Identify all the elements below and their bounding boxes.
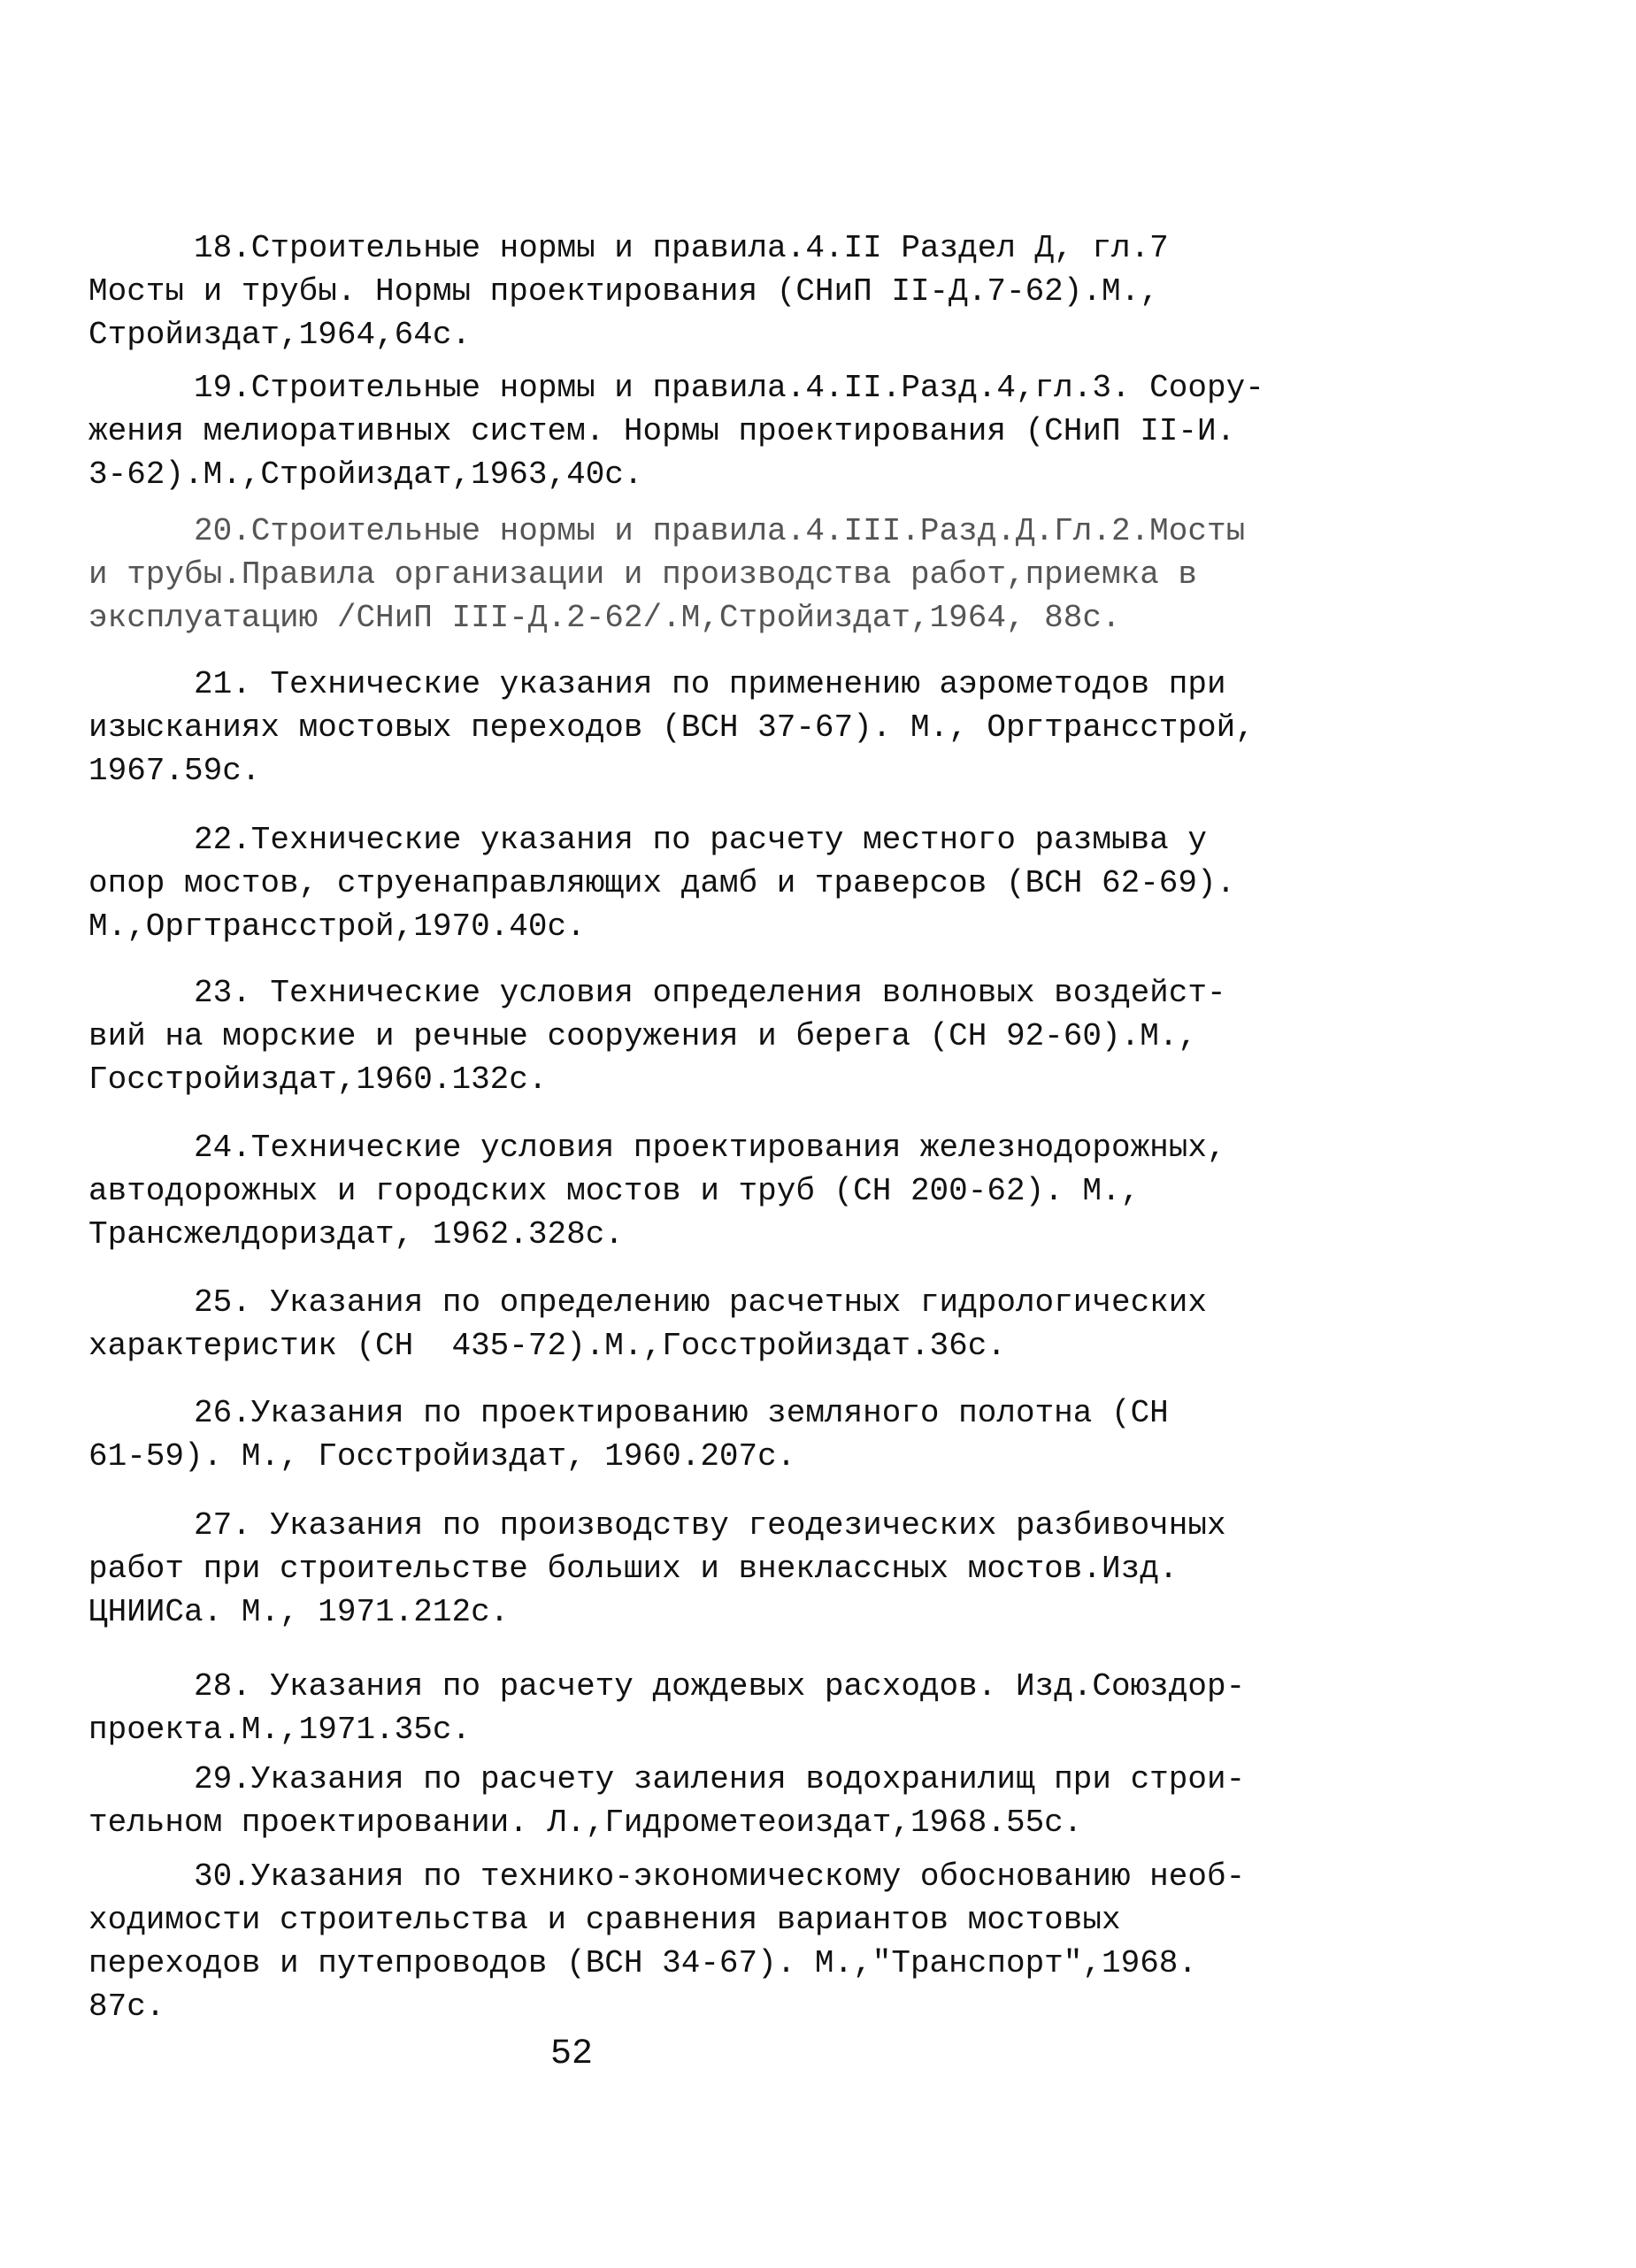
entry-line: опор мостов, струенаправляющих дамб и траверсов (ВСН 62-69). — [88, 865, 1236, 901]
entry-line: 22.Технические указания по расчету местного размыва у — [194, 822, 1207, 858]
entry-line: 27. Указания по производству геодезических разбивочных — [194, 1507, 1226, 1544]
entry-line: 19.Строительные нормы и правила.4.II.Разд.4,гл.3. Соору- — [194, 370, 1264, 406]
entry-line: проекта.М.,1971.35с. — [88, 1712, 472, 1748]
bibliography-entry — [88, 663, 1593, 793]
entry-line: Госстройиздат,1960.132с. — [88, 1061, 548, 1098]
entry-line: автодорожных и городских мостов и труб (СН 200-62). М., — [88, 1173, 1141, 1209]
page-number: 52 — [550, 2034, 594, 2074]
entry-line: ЦНИИСа. М., 1971.212с. — [88, 1594, 510, 1630]
entry-line: Мосты и трубы. Нормы проектирования (СНиП II-Д.7-62).М., — [88, 273, 1159, 310]
bibliography-entry — [88, 1758, 1593, 1844]
entry-line: вий на морские и речные сооружения и берега (СН 92-60).М., — [88, 1018, 1198, 1054]
entry-line: ходимости строительства и сравнения вариантов мостовых — [88, 1902, 1121, 1938]
entry-line: изысканиях мостовых переходов (ВСН 37-67). М., Оргтрансстрой, — [88, 709, 1255, 746]
entry-line: 24.Технические условия проектирования железнодорожных, — [194, 1130, 1226, 1166]
entry-line: 25. Указания по определению расчетных гидрологических — [194, 1284, 1207, 1321]
entry-line: эксплуатацию /СНиП III-Д.2-62/.М,Стройиздат,1964, 88с. — [88, 600, 1121, 636]
entry-line: М.,Оргтрансстрой,1970.40с. — [88, 908, 586, 945]
entry-line: 87с. — [88, 1988, 165, 2025]
bibliography-entry — [88, 1665, 1593, 1751]
entry-line: 61-59). М., Госстройиздат, 1960.207с. — [88, 1438, 796, 1475]
entry-line: работ при строительстве больших и внеклассных мостов.Изд. — [88, 1551, 1179, 1587]
entry-line: переходов и путепроводов (ВСН 34-67). М.,"Транспорт",1968. — [88, 1945, 1198, 1981]
bibliography-entry — [88, 1391, 1593, 1478]
bibliography-entry — [88, 1126, 1593, 1256]
entry-line: 1967.59с. — [88, 753, 261, 789]
bibliography-entry — [88, 1281, 1593, 1368]
entry-line: 26.Указания по проектированию земляного полотна (СН — [194, 1395, 1169, 1431]
entry-line: 29.Указания по расчету заиления водохранилищ при строи- — [194, 1761, 1246, 1797]
entry-line: Стройиздат,1964,64с. — [88, 317, 472, 353]
entry-line: 28. Указания по расчету дождевых расходов. Изд.Союздор- — [194, 1668, 1246, 1705]
entry-line: 30.Указания по технико-экономическому обоснованию необ- — [194, 1858, 1246, 1895]
bibliography-entry — [88, 510, 1593, 640]
entry-line: и трубы.Правила организации и производства работ,приемка в — [88, 556, 1198, 593]
entry-line: Трансжелдориздат, 1962.328с. — [88, 1216, 624, 1253]
entry-line: 23. Технические условия определения волновых воздейст- — [194, 975, 1226, 1011]
entry-line: 3-62).М.,Стройиздат,1963,40с. — [88, 456, 643, 493]
entry-line: 20.Строительные нормы и правила.4.III.Разд.Д.Гл.2.Мосты — [194, 513, 1246, 549]
bibliography-entry — [88, 1504, 1593, 1634]
bibliography-entry — [88, 1855, 1593, 2028]
entry-line: жения мелиоративных систем. Нормы проектирования (СНиП II-И. — [88, 413, 1236, 449]
bibliography-entry — [88, 971, 1593, 1101]
entry-line: 18.Строительные нормы и правила.4.II Раздел Д, гл.7 — [194, 230, 1169, 266]
bibliography-entry — [88, 366, 1593, 496]
bibliography-entry — [88, 818, 1593, 948]
bibliography-entry — [88, 226, 1593, 356]
entry-line: тельном проектировании. Л.,Гидрометеоиздат,1968.55с. — [88, 1804, 1083, 1841]
entry-line: характеристик (СН 435-72).М.,Госстройиздат.36с. — [88, 1328, 1006, 1364]
entry-line: 21. Технические указания по применению аэрометодов при — [194, 666, 1226, 702]
